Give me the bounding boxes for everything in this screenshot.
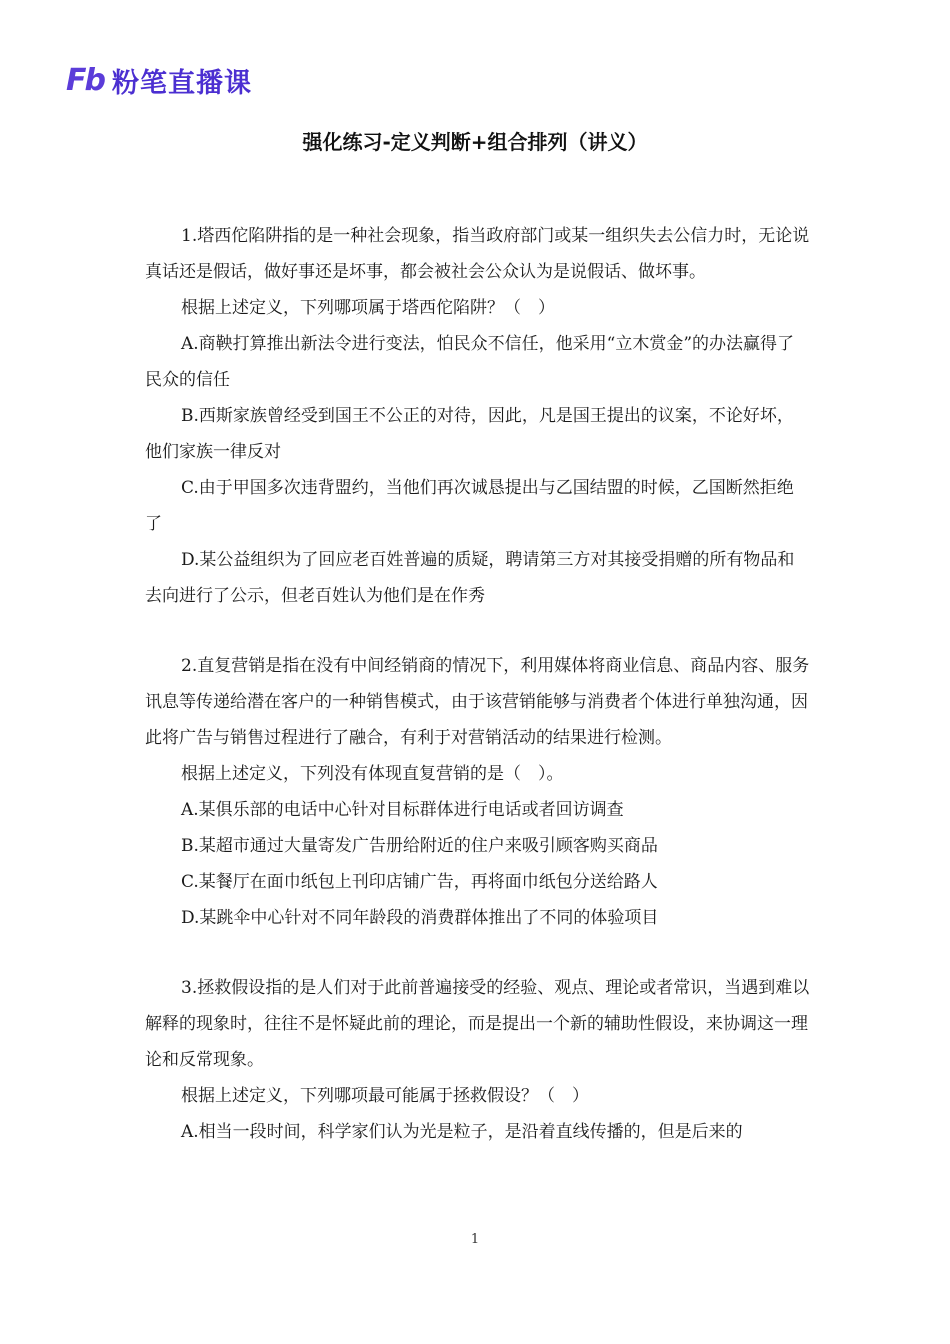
question-prompt: 根据上述定义，下列哪项最可能属于拯救假设？（ ）: [181, 1086, 589, 1106]
question-1: [145, 218, 810, 614]
question-prompt: 根据上述定义，下列没有体现直复营销的是（ ）。: [181, 764, 564, 784]
question-3: [145, 970, 810, 1150]
document-body: [145, 218, 810, 1184]
brand-name: 粉笔直播课: [111, 67, 252, 99]
option-d: D.某公益组织为了回应老百姓普遍的质疑，聘请第三方对其接受捐赠的所有物品和去向进行了公示，但老百姓认为他们是在作秀: [145, 550, 795, 606]
question-stem: 1.塔西佗陷阱指的是一种社会现象，指当政府部门或某一组织失去公信力时，无论说真话还是假话，做好事还是坏事，都会被社会公众认为是说假话、做坏事。: [145, 226, 810, 282]
option-a: A.某俱乐部的电话中心针对目标群体进行电话或者回访调查: [181, 800, 624, 820]
option-b: B.某超市通过大量寄发广告册给附近的住户来吸引顾客购买商品: [181, 836, 658, 856]
option-a: A.相当一段时间，科学家们认为光是粒子，是沿着直线传播的，但是后来的: [181, 1122, 743, 1142]
fb-logo-icon: Fb: [66, 62, 104, 98]
question-stem: 2.直复营销是指在没有中间经销商的情况下，利用媒体将商业信息、商品内容、服务讯息等传递给潜在客户的一种销售模式，由于该营销能够与消费者个体进行单独沟通，因此将广告与销售过程进行了融合，有利于对营销活动的结果进行检测。: [145, 656, 810, 748]
question-2: [145, 648, 810, 936]
option-c: C.某餐厅在面巾纸包上刊印店铺广告，再将面巾纸包分送给路人: [181, 872, 658, 892]
option-c: C.由于甲国多次违背盟约，当他们再次诚恳提出与乙国结盟的时候，乙国断然拒绝了: [145, 478, 794, 534]
option-d: D.某跳伞中心针对不同年龄段的消费群体推出了不同的体验项目: [181, 908, 659, 928]
document-title: 强化练习-定义判断+组合排列（讲义）: [302, 130, 648, 154]
option-b: B.西斯家族曾经受到国王不公正的对待，因此，凡是国王提出的议案，不论好坏，他们家族一律反对: [145, 406, 794, 462]
option-a: A.商鞅打算推出新法令进行变法，怕民众不信任，他采用“立木赏金”的办法赢得了民众的信任: [145, 334, 795, 390]
question-prompt: 根据上述定义，下列哪项属于塔西佗陷阱？（ ）: [181, 298, 555, 318]
page-number: 1: [470, 1232, 480, 1247]
question-stem: 3.拯救假设指的是人们对于此前普遍接受的经验、观点、理论或者常识，当遇到难以解释的现象时，往往不是怀疑此前的理论，而是提出一个新的辅助性假设，来协调这一理论和反常现象。: [145, 978, 810, 1070]
brand-logo: [66, 62, 252, 98]
